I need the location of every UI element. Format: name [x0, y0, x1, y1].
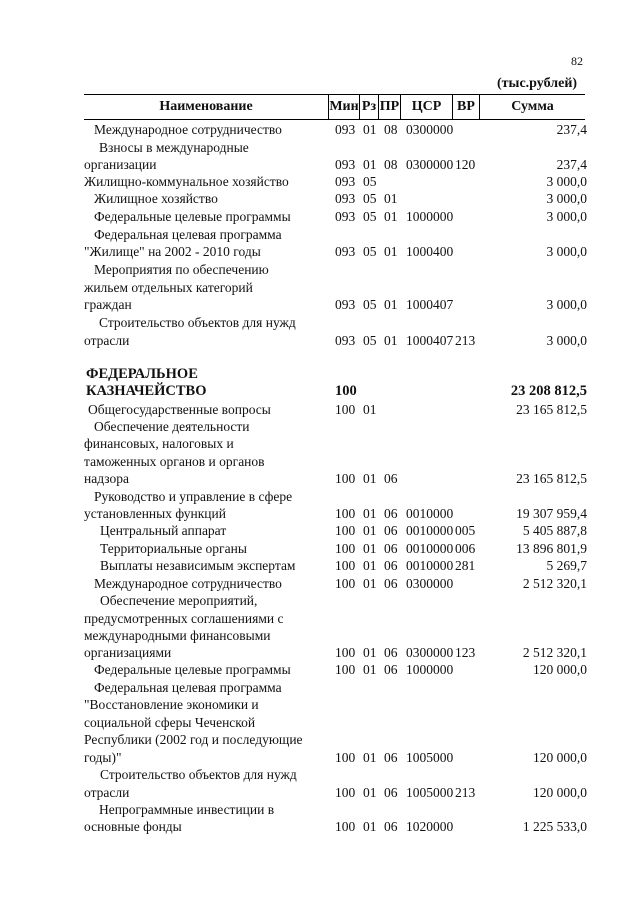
cell-rz: 05 — [363, 297, 377, 312]
table-row — [0, 575, 640, 592]
cell-pr: 06 — [384, 471, 398, 486]
cell-pr: 06 — [384, 558, 398, 573]
cell-name: годы)" — [84, 750, 122, 765]
cell-rz: 01 — [363, 662, 377, 677]
cell-name: финансовых, налоговых и — [84, 436, 234, 451]
table-row — [0, 644, 640, 661]
cell-min: 093 — [335, 333, 356, 348]
cell-name: Непрограммные инвестиции в — [99, 802, 275, 817]
cell-min: 093 — [335, 297, 356, 312]
cell-min: 100 — [335, 645, 356, 660]
cell-pr: 01 — [384, 333, 398, 348]
table-row — [0, 296, 640, 313]
table-row — [0, 243, 640, 260]
table-row — [0, 435, 640, 452]
table-row — [0, 470, 640, 487]
table-row — [0, 784, 640, 801]
table-row — [0, 173, 640, 190]
cell-name: Жилищное хозяйство — [94, 191, 218, 206]
header-name: Наименование — [159, 99, 253, 114]
cell-name: международными финансовыми — [84, 628, 271, 643]
cell-csr: 1000407 — [406, 333, 454, 348]
cell-rz: 01 — [363, 645, 377, 660]
cell-csr: 1005000 — [406, 785, 454, 800]
table-row — [0, 366, 640, 383]
cell-sum: 3 000,0 — [546, 333, 587, 348]
cell-name: организациями — [84, 645, 172, 660]
page-number: 82 — [571, 54, 583, 68]
cell-min: 100 — [335, 662, 356, 677]
cell-sum: 3 000,0 — [546, 297, 587, 312]
cell-name: Федеральная целевая программа — [94, 680, 282, 695]
cell-name: надзора — [84, 471, 129, 486]
table-row — [0, 261, 640, 278]
cell-pr: 06 — [384, 662, 398, 677]
cell-csr: 0010000 — [406, 523, 454, 538]
cell-min: 093 — [335, 157, 356, 172]
cell-csr: 1000400 — [406, 244, 454, 259]
cell-csr: 1020000 — [406, 819, 454, 834]
table-row — [0, 801, 640, 818]
cell-name: таможенных органов и органов — [84, 454, 265, 469]
cell-rz: 05 — [363, 333, 377, 348]
cell-rz: 05 — [363, 244, 377, 259]
table-row — [0, 627, 640, 644]
cell-name: Выплаты независимым экспертам — [100, 558, 296, 573]
cell-min: 093 — [335, 244, 356, 259]
table-row — [0, 418, 640, 435]
cell-name: граждан — [84, 297, 132, 312]
cell-name: основные фонды — [84, 819, 182, 834]
table-row — [0, 818, 640, 835]
cell-name: Международное сотрудничество — [94, 576, 282, 591]
cell-pr: 06 — [384, 576, 398, 591]
cell-vr: 213 — [455, 333, 476, 348]
cell-rz: 01 — [363, 819, 377, 834]
cell-name: социальной сферы Чеченской — [84, 715, 256, 730]
cell-pr: 06 — [384, 506, 398, 521]
cell-min: 100 — [335, 541, 356, 556]
cell-name: Руководство и управление в сфере — [94, 489, 293, 504]
cell-name: КАЗНАЧЕЙСТВО — [86, 383, 207, 399]
cell-rz: 01 — [363, 576, 377, 591]
cell-name: жильем отдельных категорий — [84, 280, 253, 295]
cell-min: 093 — [335, 122, 356, 137]
cell-name: организации — [84, 157, 157, 172]
table-row — [0, 314, 640, 331]
table-row — [0, 505, 640, 522]
cell-vr: 006 — [455, 541, 476, 556]
cell-sum: 3 000,0 — [546, 174, 587, 189]
header-csr: ЦСР — [400, 95, 452, 119]
cell-sum: 5 269,7 — [546, 558, 587, 573]
cell-sum: 23 165 812,5 — [516, 471, 587, 486]
cell-name: ФЕДЕРАЛЬНОЕ — [86, 366, 198, 382]
cell-min: 093 — [335, 191, 356, 206]
table-row — [0, 679, 640, 696]
table-row — [0, 121, 640, 138]
cell-sum: 3 000,0 — [546, 191, 587, 206]
cell-rz: 01 — [363, 122, 377, 137]
cell-name: Строительство объектов для нужд — [100, 767, 297, 782]
cell-name: Мероприятия по обеспечению — [94, 262, 269, 277]
table-row — [0, 156, 640, 173]
cell-name: отрасли — [84, 333, 130, 348]
cell-pr: 01 — [384, 297, 398, 312]
cell-sum: 237,4 — [556, 157, 587, 172]
cell-pr: 01 — [384, 209, 398, 224]
cell-sum: 2 512 320,1 — [522, 645, 587, 660]
cell-name: Республики (2002 год и последующие — [84, 732, 303, 747]
cell-rz: 05 — [363, 191, 377, 206]
cell-pr: 06 — [384, 819, 398, 834]
cell-rz: 01 — [363, 402, 377, 417]
cell-csr: 0300000 — [406, 122, 454, 137]
table-row — [0, 592, 640, 609]
cell-pr: 06 — [384, 541, 398, 556]
table-row — [0, 540, 640, 557]
cell-rz: 01 — [363, 157, 377, 172]
cell-sum: 5 405 887,8 — [522, 523, 587, 538]
cell-rz: 01 — [363, 558, 377, 573]
cell-min: 100 — [335, 558, 356, 573]
cell-min: 100 — [335, 506, 356, 521]
cell-vr: 281 — [455, 558, 476, 573]
cell-rz: 05 — [363, 174, 377, 189]
cell-name: "Жилище" на 2002 - 2010 годы — [84, 244, 261, 259]
cell-min: 100 — [335, 819, 356, 834]
table-row — [0, 279, 640, 296]
cell-name: Центральный аппарат — [100, 523, 227, 538]
table-row — [0, 453, 640, 470]
cell-csr: 0010000 — [406, 506, 454, 521]
table-row — [0, 714, 640, 731]
cell-min: 093 — [335, 209, 356, 224]
cell-pr: 01 — [384, 244, 398, 259]
cell-name: Федеральные целевые программы — [94, 209, 291, 224]
cell-sum: 120 000,0 — [533, 662, 587, 677]
cell-sum: 120 000,0 — [533, 750, 587, 765]
cell-sum: 120 000,0 — [533, 785, 587, 800]
table-row — [0, 383, 640, 400]
cell-csr: 1000407 — [406, 297, 454, 312]
table-row — [0, 661, 640, 678]
cell-csr: 0010000 — [406, 541, 454, 556]
cell-pr: 06 — [384, 750, 398, 765]
cell-csr: 0300000 — [406, 645, 454, 660]
cell-rz: 05 — [363, 209, 377, 224]
header-min: Мин — [328, 95, 359, 119]
cell-min: 093 — [335, 174, 356, 189]
table-row — [0, 696, 640, 713]
cell-name: Федеральная целевая программа — [94, 227, 282, 242]
cell-min: 100 — [335, 750, 356, 765]
cell-name: Обеспечение деятельности — [94, 419, 250, 434]
table-row — [0, 522, 640, 539]
table-row — [0, 610, 640, 627]
cell-min: 100 — [335, 785, 356, 800]
cell-sum: 2 512 320,1 — [522, 576, 587, 591]
cell-pr: 08 — [384, 157, 398, 172]
cell-sum: 23 208 812,5 — [510, 383, 587, 399]
cell-rz: 01 — [363, 523, 377, 538]
cell-name: Жилищно-коммунальное хозяйство — [84, 174, 289, 189]
cell-name: отрасли — [84, 785, 130, 800]
cell-name: Международное сотрудничество — [94, 122, 282, 137]
cell-rz: 01 — [363, 471, 377, 486]
header-pr: ПР — [378, 95, 400, 119]
cell-pr: 06 — [384, 785, 398, 800]
table-row — [0, 190, 640, 207]
cell-rz: 01 — [363, 750, 377, 765]
cell-vr: 213 — [455, 785, 476, 800]
header-sum: Сумма — [479, 95, 585, 119]
cell-vr: 123 — [455, 645, 476, 660]
cell-min: 100 — [335, 576, 356, 591]
cell-rz: 01 — [363, 785, 377, 800]
cell-sum: 19 307 959,4 — [516, 506, 587, 521]
cell-name: "Восстановление экономики и — [84, 697, 259, 712]
cell-sum: 237,4 — [556, 122, 587, 137]
table-row — [0, 749, 640, 766]
cell-csr: 1005000 — [406, 750, 454, 765]
cell-pr: 08 — [384, 122, 398, 137]
table-row — [0, 401, 640, 418]
cell-name: установленных функций — [84, 506, 226, 521]
cell-name: Федеральные целевые программы — [94, 662, 291, 677]
table-row — [0, 766, 640, 783]
units-label: (тыс.рублей) — [497, 76, 578, 91]
cell-name: Взносы в международные — [99, 140, 249, 155]
cell-name: Общегосударственные вопросы — [88, 402, 271, 417]
cell-min: 100 — [335, 523, 356, 538]
cell-sum: 1 225 533,0 — [522, 819, 587, 834]
cell-min: 100 — [335, 383, 357, 399]
table-row — [0, 731, 640, 748]
cell-csr: 1000000 — [406, 209, 454, 224]
table-row — [0, 557, 640, 574]
cell-rz: 01 — [363, 506, 377, 521]
header-vr: ВР — [452, 95, 479, 119]
cell-min: 100 — [335, 402, 356, 417]
table-row — [0, 226, 640, 243]
cell-csr: 1000000 — [406, 662, 454, 677]
cell-pr: 01 — [384, 191, 398, 206]
cell-sum: 23 165 812,5 — [516, 402, 587, 417]
cell-name: Обеспечение мероприятий, — [100, 593, 258, 608]
cell-csr: 0010000 — [406, 558, 454, 573]
cell-vr: 120 — [455, 157, 476, 172]
header-rz: Рз — [359, 95, 378, 119]
cell-pr: 06 — [384, 645, 398, 660]
table-row — [0, 488, 640, 505]
cell-name: предусмотренных соглашениями с — [84, 611, 284, 626]
cell-min: 100 — [335, 471, 356, 486]
table-row — [0, 332, 640, 349]
cell-rz: 01 — [363, 541, 377, 556]
cell-name: Территориальные органы — [100, 541, 247, 556]
cell-sum: 3 000,0 — [546, 244, 587, 259]
table-row — [0, 139, 640, 156]
cell-name: Строительство объектов для нужд — [99, 315, 296, 330]
cell-sum: 3 000,0 — [546, 209, 587, 224]
cell-sum: 13 896 801,9 — [516, 541, 587, 556]
table-row — [0, 208, 640, 225]
cell-csr: 0300000 — [406, 157, 454, 172]
cell-pr: 06 — [384, 523, 398, 538]
cell-csr: 0300000 — [406, 576, 454, 591]
cell-vr: 005 — [455, 523, 476, 538]
